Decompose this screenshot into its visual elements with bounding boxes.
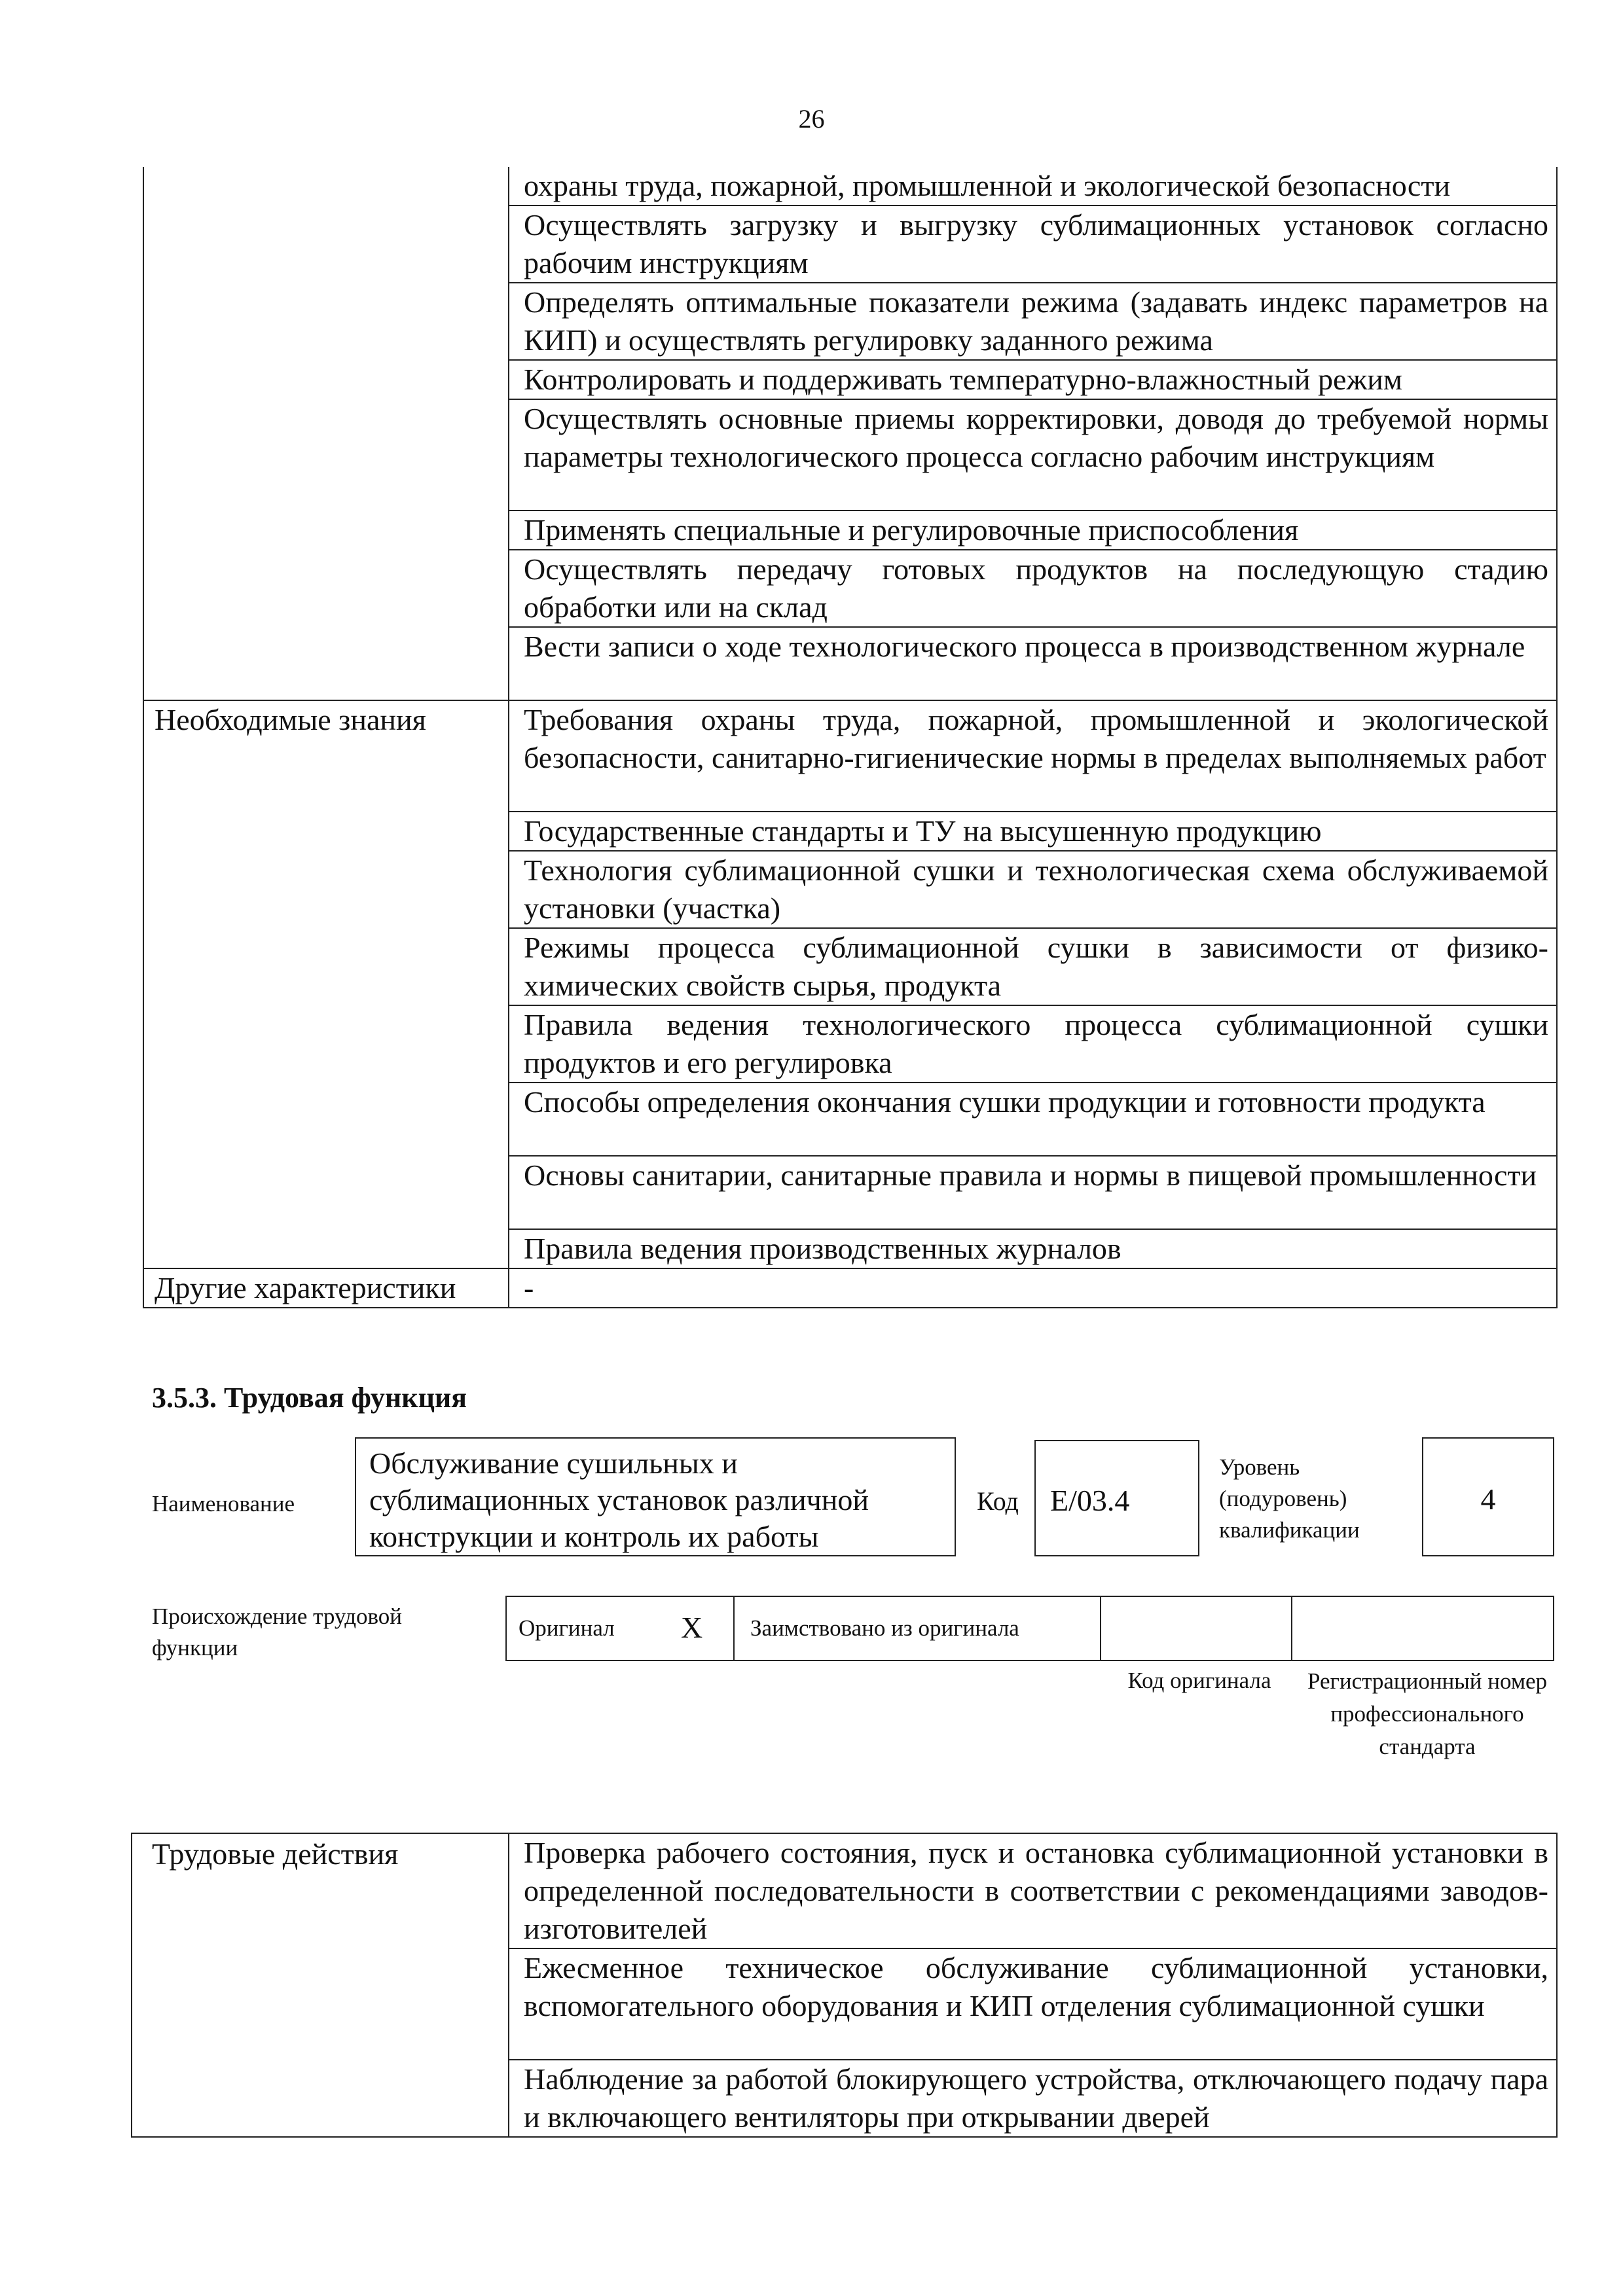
skill-row: Определять оптимальные показатели режима (задавать индекс параметров на КИП) и осуществлять регулировку заданного режима (509, 283, 1557, 360)
knowledge-row: Основы санитарии, санитарные правила и нормы в пищевой промышленности (509, 1156, 1557, 1229)
name-label: Наименование (152, 1491, 295, 1516)
competency-table (143, 167, 1558, 1308)
origin-divider-3 (1291, 1596, 1292, 1661)
skills-label-cell (143, 167, 509, 700)
other-label: Другие характеристики (143, 1268, 509, 1308)
section-title: 3.5.3. Трудовая функция (152, 1382, 467, 1414)
origin-divider-2 (1100, 1596, 1101, 1661)
name-value: Обслуживание сушильных и сублимационных установок различной конструкции и контроль их работы (355, 1437, 956, 1556)
actions-label: Трудовые действия (132, 1833, 509, 2137)
knowledge-row: Правила ведения технологического процесса сублимационной сушки продуктов и его регулировка (509, 1005, 1557, 1083)
knowledge-row: Правила ведения производственных журналов (509, 1229, 1557, 1268)
level-label-line-3: квалификации (1219, 1517, 1360, 1543)
level-label-line-2: (подуровень) (1219, 1486, 1347, 1511)
knowledge-label: Необходимые знания (143, 700, 509, 1268)
knowledge-row: Технология сублимационной сушки и технологическая схема обслуживаемой установки (участка) (509, 851, 1557, 928)
level-label (1219, 1452, 1360, 1546)
knowledge-row: Режимы процесса сублимационной сушки в зависимости от физико-химических свойств сырья, продукта (509, 928, 1557, 1005)
skill-row: Применять специальные и регулировочные приспособления (509, 511, 1557, 550)
knowledge-row: Государственные стандарты и ТУ на высушенную продукцию (509, 812, 1557, 851)
borrowed-label: Заимствовано из оригинала (750, 1615, 1019, 1641)
action-row: Проверка рабочего состояния, пуск и остановка сублимационной установки в определенной последовательности в соответствии с рекомендациями заводов-изготовителей (509, 1833, 1557, 1948)
skill-row: Осуществлять загрузку и выгрузку сублимационных установок согласно рабочим инструкциям (509, 206, 1557, 283)
skill-row: Осуществлять передачу готовых продуктов на последующую стадию обработки или на склад (509, 550, 1557, 627)
level-value: 4 (1422, 1437, 1554, 1556)
code-value: E/03.4 (1034, 1440, 1199, 1556)
action-row: Ежесменное техническое обслуживание сублимационной установки, вспомогательного оборудования и КИП отделения сублимационной сушки (509, 1948, 1557, 2060)
skill-row: Вести записи о ходе технологического процесса в производственном журнале (509, 627, 1557, 700)
origin-divider-1 (733, 1596, 735, 1661)
original-mark: X (681, 1611, 703, 1644)
labour-actions-table (131, 1833, 1558, 2138)
knowledge-row: Способы определения окончания сушки продукции и готовности продукта (509, 1083, 1557, 1156)
reg-number-label: Регистрационный номер профессионального стандарта (1307, 1668, 1548, 1759)
skill-row: Контролировать и поддерживать температурно-влажностный режим (509, 360, 1557, 399)
origin-label: Происхождение трудовой функции (152, 1604, 403, 1660)
skill-row: охраны труда, пожарной, промышленной и экологической безопасности (509, 167, 1557, 206)
original-label: Оригинал (519, 1615, 615, 1641)
page-number: 26 (798, 104, 825, 134)
skill-row: Осуществлять основные приемы корректировки, доводя до требуемой нормы параметры технологического процесса согласно рабочим инструкциям (509, 399, 1557, 511)
level-label-line-1: Уровень (1219, 1454, 1300, 1480)
code-original-label: Код оригинала (1127, 1668, 1271, 1693)
code-label: Код (977, 1486, 1019, 1516)
origin-box (505, 1596, 1554, 1661)
action-row: Наблюдение за работой блокирующего устройства, отключающего подачу пара и включающего вентиляторы при открывании дверей (509, 2060, 1557, 2137)
knowledge-row: Требования охраны труда, пожарной, промышленной и экологической безопасности, санитарно-гигиенические нормы в пределах выполняемых работ (509, 700, 1557, 812)
other-value: - (509, 1268, 1557, 1308)
